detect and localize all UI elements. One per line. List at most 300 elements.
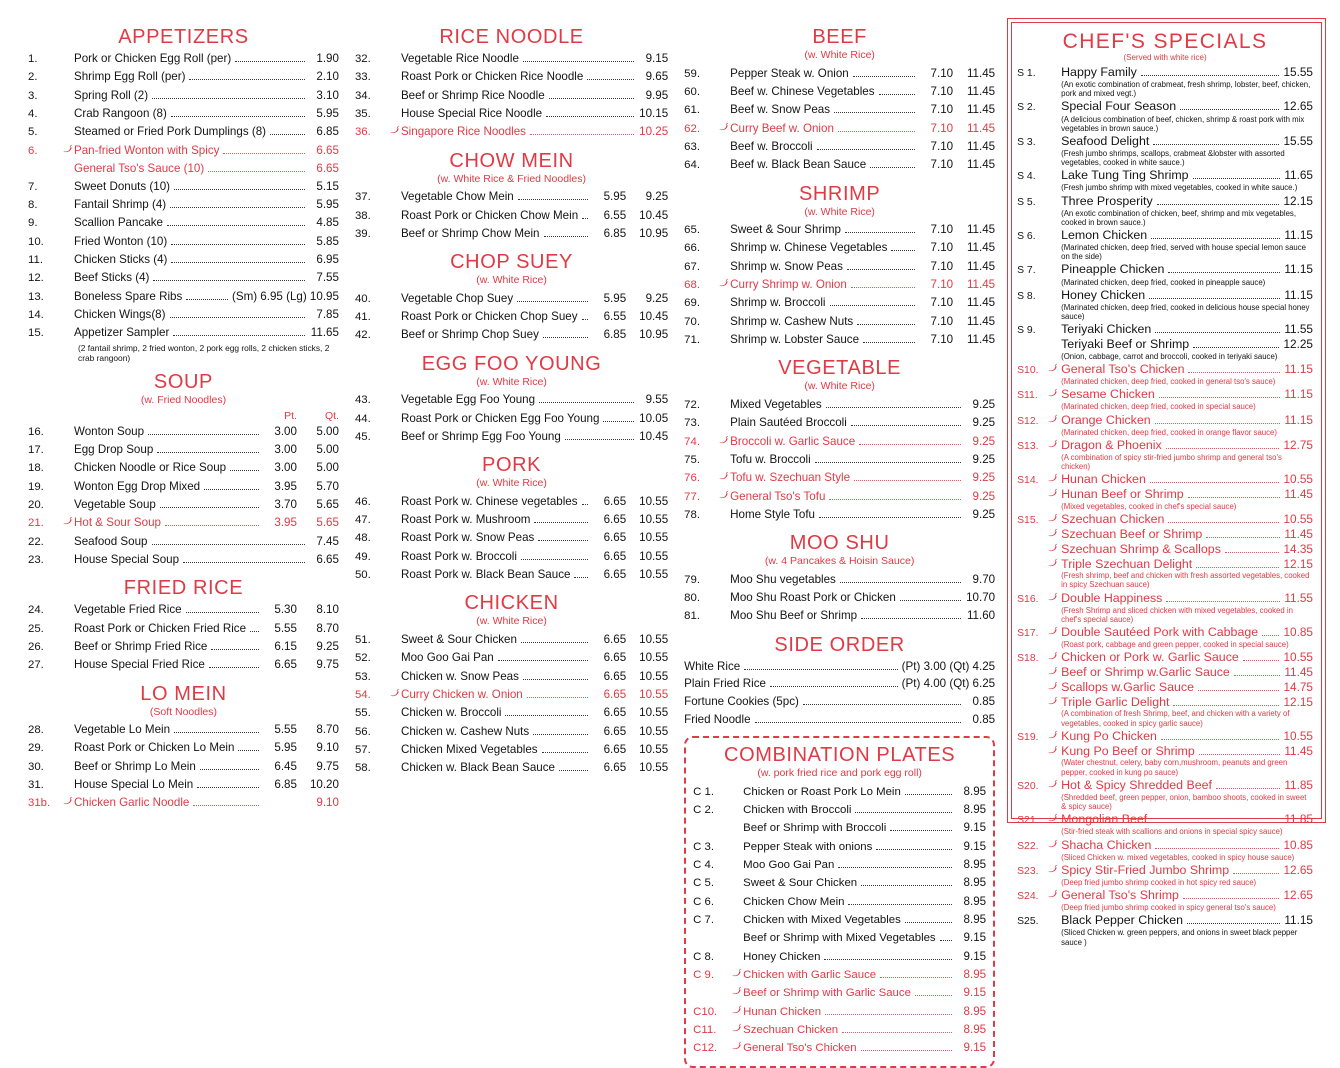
- menu-item-row: [684, 101, 995, 119]
- leader-dots: [157, 452, 259, 453]
- menu-item-row: [684, 506, 995, 524]
- special-item-name: Three Prosperity: [1061, 193, 1153, 208]
- menu-item-row: [28, 105, 339, 123]
- leader-dots: [1262, 635, 1279, 636]
- menu-item-row: [684, 294, 995, 312]
- menu-item-price: 3.00: [274, 442, 297, 456]
- menu-item-name: Sweet & Sour Chicken: [743, 877, 858, 890]
- menu-item-price: 6.85: [274, 778, 297, 792]
- section-list-egg-foo-young: [355, 391, 668, 446]
- special-item-note: (A delicious combination of beef, chicken, shrimp & roast pork with mix vegetables in brown sauce.): [1061, 114, 1305, 133]
- special-item-row: [1017, 888, 1313, 903]
- menu-item-row: [28, 87, 339, 105]
- special-item-note: (Fresh jumbo shrimp with mixed vegetables, cooked in white sauce.): [1061, 183, 1298, 193]
- menu-item-price: 10.05: [639, 411, 669, 425]
- menu-item-row: [355, 391, 668, 409]
- special-item-row: [1017, 527, 1313, 542]
- leader-dots: [770, 686, 898, 687]
- menu-item-name-cell: [74, 251, 309, 269]
- menu-item-price-quart: 9.10: [316, 796, 339, 810]
- menu-item-name: Chicken Garlic Noodle: [74, 796, 190, 810]
- leader-dots: [891, 250, 915, 251]
- menu-item-price-quart: 10.55: [639, 632, 669, 646]
- menu-item-name-cell: [730, 506, 965, 524]
- menu-item-price: 7.10: [930, 66, 954, 80]
- special-item-number: S24.: [1017, 891, 1039, 903]
- special-item-note: (Fresh shrimp, beef and chicken with fresh assorted vegetables, cooked in spicy Szechuan sauce): [1061, 571, 1310, 590]
- menu-item-price: 6.65: [603, 494, 627, 508]
- menu-item-name-cell: [730, 276, 919, 294]
- menu-item-price: 6.65: [603, 531, 627, 545]
- soup-size-headers: [28, 410, 339, 422]
- special-item-name-cell: [1061, 288, 1284, 302]
- special-item-note: (Sliced Chicken w. mixed vegetables, cooked in spicy house sauce): [1061, 852, 1295, 862]
- leader-dots: [755, 722, 962, 723]
- menu-item-number: 44.: [354, 412, 371, 425]
- menu-item-price: 11.60: [966, 609, 996, 623]
- menu-item-name-cell: [730, 239, 919, 257]
- menu-item-price: 4.85: [316, 216, 339, 230]
- menu-item-price-quart: 9.25: [316, 639, 339, 653]
- special-item-row: [1017, 680, 1313, 695]
- menu-item-price: 9.15: [963, 949, 987, 963]
- menu-item-name: Honey Chicken: [743, 950, 821, 963]
- menu-item-price: 9.25: [972, 397, 996, 411]
- special-item-row: [1017, 288, 1313, 303]
- menu-item-price-quart: 5.00: [316, 424, 339, 438]
- special-item-row: [1017, 322, 1313, 337]
- menu-item-price: 8.95: [963, 913, 987, 927]
- menu-item-number: 24.: [28, 604, 44, 617]
- menu-item-name-cell: [401, 759, 592, 777]
- leader-dots: [1173, 705, 1279, 706]
- menu-item-name-cell: [74, 87, 309, 105]
- menu-item-row: [28, 601, 339, 619]
- menu-item-name: Shrimp Egg Roll (per): [74, 70, 186, 84]
- menu-item-number: 48.: [354, 532, 371, 545]
- special-item-price: 11.85: [1284, 812, 1313, 827]
- menu-item-number: 9.: [28, 217, 38, 230]
- menu-item-price-quart: 11.45: [966, 103, 996, 117]
- menu-item-name-cell: [730, 331, 919, 349]
- menu-item-price: 6.85: [316, 125, 339, 139]
- special-item-name: Orange Chicken: [1061, 412, 1151, 427]
- menu-item-number: 13.: [28, 290, 44, 303]
- special-item-name: Honey Chicken: [1061, 287, 1146, 302]
- special-item-note: (Onion, cabbage, carrot and broccoli, cooked in teriyaki sauce): [1061, 351, 1278, 361]
- menu-item-price: 8.95: [963, 803, 987, 817]
- spicy-pepper-icon: [731, 1023, 743, 1032]
- menu-item-price-quart: 10.55: [639, 742, 669, 756]
- menu-item-row: [355, 704, 668, 722]
- menu-item-price: 6.65: [316, 552, 339, 566]
- special-item-row: [1017, 625, 1313, 640]
- menu-item-price: (Pt) 3.00 (Qt) 4.25: [901, 659, 996, 673]
- menu-item-number: 15.: [28, 327, 44, 340]
- menu-item-price-quart: 11.45: [966, 296, 996, 310]
- menu-item-name: Roast Pork or Chicken Rice Noodle: [400, 70, 584, 84]
- section-list-chop-suey: [355, 290, 668, 345]
- leader-dots: [819, 517, 961, 518]
- menu-item-price: 10.25: [639, 125, 669, 139]
- menu-item-name: Broccoli w. Garlic Sauce: [730, 434, 856, 448]
- menu-item-number: 31b.: [28, 797, 51, 810]
- leader-dots: [223, 153, 305, 154]
- menu-item-price-quart: 10.55: [639, 513, 669, 527]
- special-item-note: (Mixed vegetables, cooked in chef's special sauce): [1061, 501, 1237, 511]
- menu-item-row: [28, 656, 339, 674]
- section-subtitle-chop-suey: (w. White Rice): [476, 274, 547, 287]
- special-item-name: Triple Garlic Delight: [1061, 694, 1170, 709]
- menu-item-number: 55.: [354, 707, 371, 720]
- special-item-number: S17.: [1017, 628, 1039, 640]
- menu-item-name-cell: [684, 658, 902, 676]
- special-item-price: 10.55: [1283, 512, 1313, 527]
- menu-item-row: [355, 566, 668, 584]
- menu-item-number: 47.: [354, 514, 371, 527]
- menu-item-name: Wonton Egg Drop Mixed: [74, 479, 201, 493]
- menu-item-name: Moo Goo Gai Pan: [743, 859, 835, 872]
- menu-item-name-cell: [743, 1004, 956, 1021]
- menu-item-number: C 4.: [693, 859, 715, 872]
- spicy-pepper-icon: [1047, 437, 1061, 451]
- menu-item-name: Egg Drop Soup: [74, 442, 154, 456]
- menu-item-row: [355, 759, 668, 777]
- menu-item-price-quart: 10.45: [639, 208, 669, 222]
- special-item-price: 10.85: [1283, 625, 1313, 640]
- leader-dots: [527, 697, 588, 698]
- special-item-price: 11.15: [1284, 287, 1313, 302]
- special-item-name: Hunan Chicken: [1061, 472, 1146, 487]
- menu-item-price: 7.10: [930, 139, 954, 153]
- menu-item-price-quart: 10.45: [639, 310, 669, 324]
- spicy-pepper-icon: [1047, 486, 1061, 500]
- menu-item-row: [355, 686, 668, 704]
- menu-item-price-quart: 11.45: [966, 241, 996, 255]
- special-item-price: 12.15: [1283, 193, 1313, 208]
- special-item-name-cell: [1061, 337, 1283, 351]
- menu-item-name-cell: [730, 120, 919, 138]
- special-item-name-cell: [1061, 99, 1283, 113]
- leader-dots: [523, 679, 588, 680]
- section-title-chefs-specials: CHEF'S SPECIALS: [1062, 30, 1268, 53]
- special-item-name-cell: [1061, 472, 1283, 486]
- menu-item-name: Hot & Sour Soup: [74, 516, 162, 530]
- menu-item-number: 4.: [28, 107, 38, 120]
- special-item-name-cell: [1061, 542, 1283, 556]
- menu-item-row: [355, 410, 668, 428]
- menu-item-name: Beef w. Snow Peas: [730, 103, 831, 117]
- menu-item-number: 38.: [354, 209, 371, 222]
- menu-item-number: 63.: [684, 140, 700, 153]
- menu-item-number: C 3.: [693, 840, 715, 853]
- section-list-lo-mein: [28, 721, 339, 813]
- special-item-note: (An exotic combination of crabmeat, fresh shrimp, lobster, beef, chicken, pork and mixed vegt.): [1061, 80, 1311, 99]
- section-subtitle-chow-mein: (w. White Rice & Fried Noodles): [437, 172, 586, 185]
- menu-item-number: 17.: [28, 443, 44, 456]
- menu-item-price-quart: 5.00: [316, 442, 339, 456]
- menu-item-price-quart: 5.65: [316, 516, 339, 530]
- leader-dots: [851, 425, 961, 426]
- spicy-pepper-icon: [389, 688, 401, 697]
- spicy-pepper-icon: [1047, 556, 1061, 570]
- menu-item-row: [684, 658, 995, 676]
- menu-item-row: [693, 948, 986, 966]
- chefs-specials-box: [1007, 18, 1326, 947]
- menu-item-row: [693, 984, 986, 1002]
- menu-item-price-quart: 10.55: [639, 494, 669, 508]
- menu-item-name-cell: [74, 638, 263, 656]
- special-item-name-cell: [1061, 362, 1284, 376]
- menu-item-number: 8.: [28, 198, 38, 211]
- menu-item-price-quart: 5.70: [316, 479, 339, 493]
- spicy-pepper-icon: [731, 1041, 743, 1050]
- menu-item-row: [28, 496, 339, 514]
- menu-item-number: 31.: [28, 779, 44, 792]
- special-item-name-cell: [1061, 557, 1283, 571]
- special-item-name: Kung Po Beef or Shrimp: [1061, 743, 1195, 758]
- special-item-row: [1017, 557, 1313, 572]
- leader-dots: [876, 849, 952, 850]
- special-item-price: 12.65: [1283, 888, 1313, 903]
- spicy-pepper-icon: [731, 968, 743, 977]
- leader-dots: [517, 301, 588, 302]
- menu-item-name-cell: [401, 123, 638, 141]
- menu-item-name: Fried Wonton (10): [74, 234, 168, 248]
- menu-item-name-cell: [730, 571, 965, 589]
- special-item-price: 11.15: [1284, 362, 1313, 377]
- leader-dots: [905, 794, 952, 795]
- menu-item-number: 65.: [684, 224, 700, 237]
- special-item-name: Black Pepper Chicken: [1061, 913, 1184, 928]
- menu-item-note: (2 fantail shrimp, 2 fried wonton, 2 pork egg rolls, 2 chicken sticks, 2 crab rangoon): [78, 342, 330, 363]
- section-list-chow-mein: [355, 188, 668, 243]
- menu-item-name-cell: [730, 469, 965, 487]
- menu-item-name-cell: [74, 68, 309, 86]
- special-item-number: S14.: [1017, 475, 1039, 487]
- menu-item-name: Chicken with Garlic Sauce: [743, 969, 877, 981]
- leader-dots: [900, 600, 961, 601]
- menu-item-name: Sweet Donuts (10): [74, 179, 171, 193]
- menu-item-row: [684, 120, 995, 138]
- menu-item-name-cell: [401, 326, 592, 344]
- menu-item-price: 9.25: [972, 489, 996, 503]
- section-title-chow-mein: CHOW MEIN: [449, 149, 574, 172]
- menu-item-price: 5.30: [274, 603, 297, 617]
- menu-item-name-cell: [401, 225, 592, 243]
- leader-dots: [854, 480, 961, 481]
- menu-item-row: [684, 221, 995, 239]
- leader-dots: [250, 631, 259, 632]
- menu-item-row: [28, 441, 339, 459]
- menu-item-price: 11.65: [310, 326, 339, 340]
- spicy-pepper-icon: [62, 796, 74, 805]
- menu-item-price-quart: 10.55: [639, 687, 669, 701]
- menu-item-price: 8.95: [963, 968, 987, 981]
- menu-item-row: [693, 1003, 986, 1021]
- menu-item-row: [28, 123, 339, 141]
- special-item-price: 11.55: [1284, 322, 1313, 337]
- menu-item-price-quart: 10.55: [639, 706, 669, 720]
- special-item-row: [1017, 729, 1313, 744]
- special-item-number: S21.: [1017, 815, 1039, 827]
- menu-item-name-cell: [74, 306, 309, 324]
- menu-item-name: Chicken w. Cashew Nuts: [400, 724, 530, 738]
- leader-dots: [1188, 497, 1281, 498]
- section-list-chicken: [355, 631, 668, 778]
- leader-dots: [826, 407, 961, 408]
- menu-item-name-cell: [401, 741, 592, 759]
- section-subtitle-shrimp: (w. White Rice): [804, 205, 875, 218]
- leader-dots: [170, 317, 305, 318]
- menu-item-row: [684, 258, 995, 276]
- leader-dots: [815, 462, 961, 463]
- special-item-name-cell: [1061, 228, 1284, 242]
- special-item-number: S20.: [1017, 780, 1039, 792]
- menu-column-4: [1003, 18, 1330, 947]
- menu-item-number: 20.: [28, 498, 44, 511]
- spicy-pepper-icon: [1047, 471, 1061, 485]
- menu-item-name-cell: [684, 711, 965, 729]
- menu-item-name: Beef or Shrimp with Broccoli: [743, 822, 887, 835]
- spicy-pepper-icon: [1047, 679, 1061, 693]
- menu-item-row: [355, 668, 668, 686]
- menu-item-name-cell: [730, 65, 919, 83]
- menu-item-price: 6.65: [603, 513, 627, 527]
- menu-item-row: [684, 571, 995, 589]
- menu-item-price: 9.25: [972, 416, 996, 430]
- section-list-beef: [684, 65, 995, 175]
- special-item-price: 10.55: [1283, 728, 1313, 743]
- menu-item-row: [684, 433, 995, 451]
- menu-item-name-cell: [74, 423, 263, 441]
- section-title-beef: BEEF: [812, 26, 867, 48]
- menu-item-number: 57.: [354, 743, 371, 756]
- menu-item-row: [355, 529, 668, 547]
- menu-item-name-cell: [74, 601, 263, 619]
- spicy-pepper-icon: [1047, 664, 1061, 678]
- special-item-note: (Stir-fried steak with scallions and onions in special spicy sauce): [1061, 827, 1283, 837]
- section-list-rice-noodle: [355, 50, 668, 142]
- menu-item-name: Curry Shrimp w. Onion: [730, 278, 847, 292]
- leader-dots: [861, 885, 952, 886]
- menu-item-name: Roast Pork or Chicken Egg Foo Young: [400, 411, 600, 425]
- spicy-pepper-icon: [718, 471, 730, 480]
- leader-dots: [152, 544, 305, 545]
- special-item-row: [1017, 695, 1313, 710]
- leader-dots: [863, 342, 915, 343]
- special-item-number: S23.: [1017, 865, 1039, 877]
- leader-dots: [167, 225, 305, 226]
- section-title-moo-shu: MOO SHU: [789, 532, 890, 555]
- menu-item-price: 6.65: [603, 742, 627, 756]
- menu-item-price: 6.65: [603, 669, 627, 683]
- special-item-row: [1017, 134, 1313, 149]
- menu-item-number: 40.: [354, 292, 371, 305]
- special-item-price: 11.15: [1284, 387, 1313, 402]
- leader-dots: [174, 732, 259, 733]
- spicy-pepper-icon: [1047, 777, 1061, 791]
- menu-item-price: 5.95: [316, 197, 339, 211]
- menu-item-name: Moo Goo Gai Pan: [400, 651, 494, 665]
- menu-item-price-quart: 11.45: [966, 223, 996, 237]
- menu-item-price: 9.25: [972, 434, 996, 448]
- special-item-name-cell: [1061, 888, 1283, 902]
- menu-item-name: Roast Pork w. Chinese vegetables: [400, 494, 578, 508]
- menu-item-number: 33.: [354, 71, 371, 84]
- leader-dots: [880, 977, 952, 978]
- leader-dots: [270, 134, 305, 135]
- menu-item-number: 75.: [684, 453, 700, 466]
- menu-item-name-cell: [74, 196, 309, 214]
- special-item-name: Lemon Chicken: [1061, 228, 1148, 242]
- special-item-name: Triple Szechuan Delight: [1061, 556, 1193, 571]
- special-item-number: S11.: [1017, 390, 1038, 402]
- menu-item-row: [28, 178, 339, 196]
- leader-dots: [544, 236, 589, 237]
- leader-dots: [1150, 482, 1280, 483]
- menu-item-number: C 1.: [693, 785, 715, 798]
- section-title-vegetable: VEGETABLE: [778, 357, 902, 380]
- leader-dots: [1151, 822, 1280, 823]
- menu-item-name: Vegetable Lo Mein: [74, 723, 171, 737]
- special-item-price: 12.65: [1283, 99, 1313, 114]
- special-item-name-cell: [1061, 665, 1284, 679]
- menu-item-row: [684, 469, 995, 487]
- special-item-name-cell: [1061, 812, 1284, 826]
- special-item-name: Chicken or Pork w. Garlic Sauce: [1061, 650, 1239, 665]
- leader-dots: [1159, 397, 1281, 398]
- section-subtitle-egg-foo-young: (w. White Rice): [476, 375, 547, 388]
- menu-item-number: C 2.: [693, 804, 715, 817]
- menu-item-number: 52.: [354, 652, 371, 665]
- section-title-appetizers: APPETIZERS: [118, 26, 249, 48]
- menu-item-row: [355, 308, 668, 326]
- menu-item-number: 50.: [354, 569, 371, 582]
- special-item-name-cell: [1061, 322, 1284, 336]
- leader-dots: [505, 715, 588, 716]
- menu-item-name: Beef or Shrimp Egg Foo Young: [400, 429, 561, 443]
- menu-item-name: Shrimp w. Chinese Vegetables: [730, 241, 888, 255]
- menu-item-number: C 9.: [693, 969, 715, 981]
- special-item-number: S 6.: [1017, 231, 1036, 242]
- menu-item-price-quart: 10.20: [309, 778, 339, 792]
- menu-item-price: 8.95: [963, 858, 987, 872]
- special-item-row: [1017, 438, 1313, 453]
- leader-dots: [186, 299, 228, 300]
- special-item-number: S 4.: [1017, 171, 1036, 183]
- menu-item-price: 8.95: [963, 894, 987, 908]
- menu-item-price-quart: 10.95: [639, 226, 669, 240]
- leader-dots: [230, 470, 259, 471]
- leader-dots: [582, 504, 589, 505]
- menu-item-row: [684, 239, 995, 257]
- menu-item-number: 79.: [684, 573, 700, 586]
- spicy-pepper-icon: [1047, 541, 1061, 555]
- menu-item-name-cell: [401, 668, 592, 686]
- special-item-row: [1017, 512, 1313, 527]
- menu-item-name-cell: [74, 441, 263, 459]
- leader-dots: [744, 669, 897, 670]
- special-item-note: (A combination of spicy stir-fried jumbo shrimp and general tso's chicken): [1061, 452, 1282, 472]
- menu-item-name: Sweet & Sour Shrimp: [730, 223, 841, 237]
- menu-item-number: 77.: [684, 490, 700, 503]
- menu-item-price-quart: 9.25: [645, 291, 669, 305]
- special-item-number: S12.: [1017, 415, 1039, 427]
- menu-item-price-quart: 9.75: [316, 658, 339, 672]
- special-item-name: Szechuan Shrimp & Scallops: [1061, 541, 1221, 556]
- menu-item-row: [28, 533, 339, 551]
